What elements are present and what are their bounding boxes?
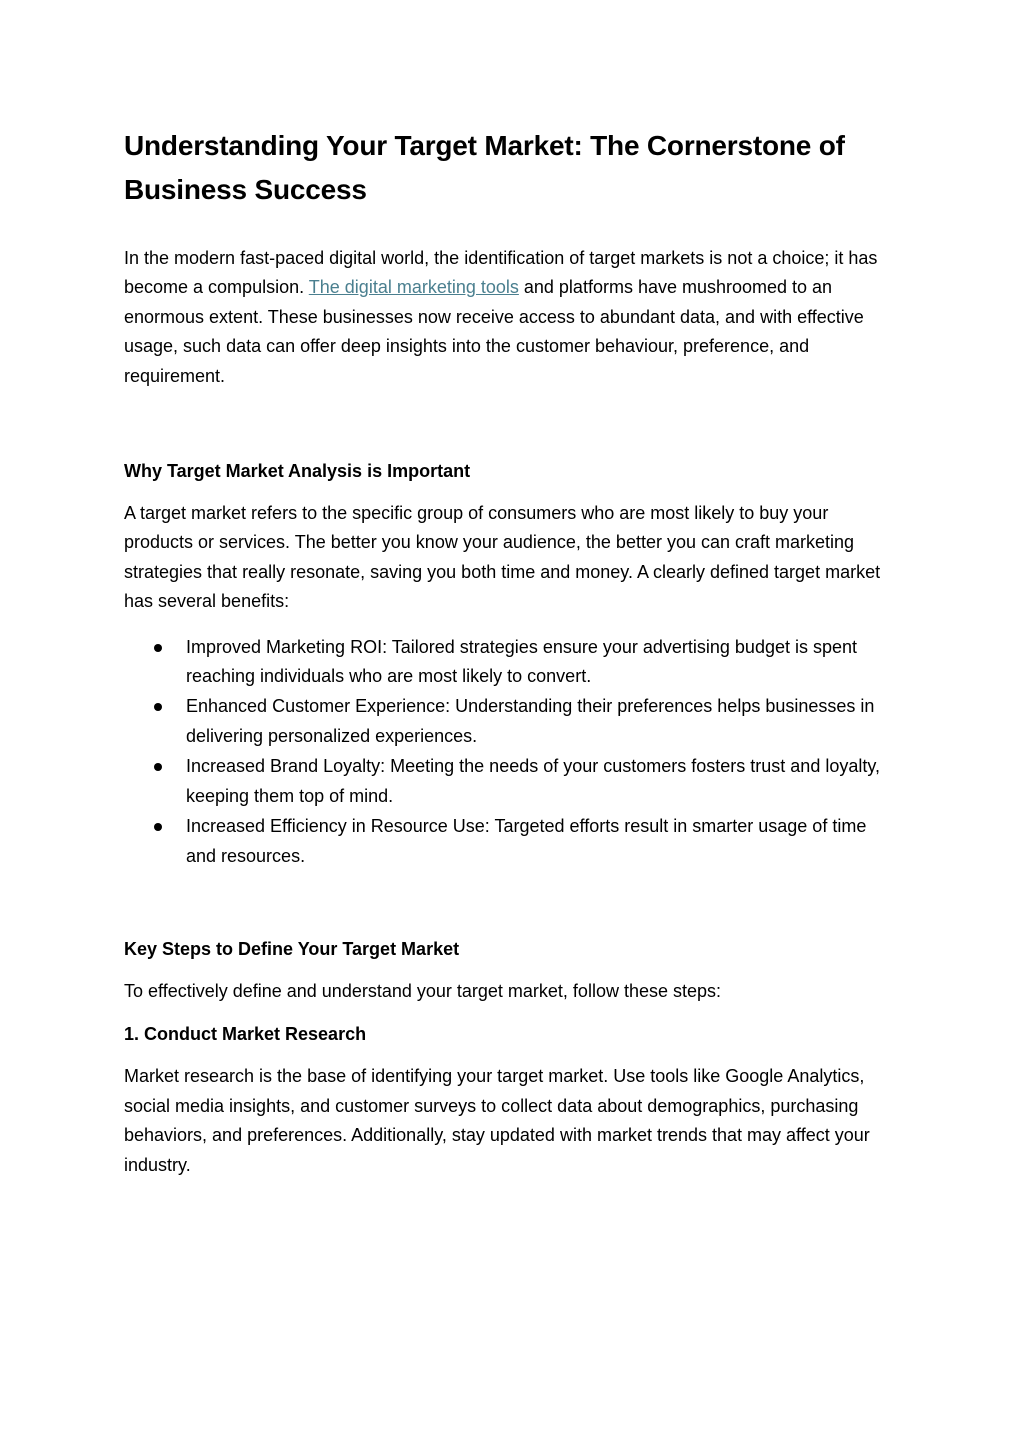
bullet-icon — [154, 703, 162, 711]
digital-marketing-tools-link[interactable]: The digital marketing tools — [308, 277, 519, 298]
step-1-heading: 1. Conduct Market Research — [124, 1024, 367, 1045]
steps-section-paragraph: To effectively define and understand your target market, follow these steps: — [124, 980, 722, 1001]
steps-section-heading: Key Steps to Define Your Target Market — [124, 938, 460, 959]
benefits-list — [124, 633, 899, 871]
page-title: Understanding Your Target Market: The Cornerstone of Business Success — [124, 130, 845, 205]
bullet-icon — [154, 763, 162, 771]
benefit-text: Enhanced Customer Experience: Understanding their preferences helps businesses in delivering personalized experiences. — [186, 696, 875, 746]
why-section-paragraph: A target market refers to the specific group of consumers who are most likely to buy your products or services. The better you know your audience, the better you can craft marketing strategies that really resonate, saving you both time and money. A clearly defined target market has several benefits: — [124, 503, 881, 612]
benefit-text: Increased Efficiency in Resource Use: Targeted efforts result in smarter usage of time and resources. — [186, 816, 867, 866]
bullet-icon — [154, 823, 162, 831]
list-item — [124, 752, 899, 811]
intro-text-start: In the modern fast-paced digital world, the identification of target markets is not a choice; it has become a compulsion. — [124, 248, 878, 298]
intro-paragraph — [124, 244, 899, 391]
list-item — [124, 633, 899, 692]
benefit-text: Increased Brand Loyalty: Meeting the needs of your customers fosters trust and loyalty, keeping them top of mind. — [186, 756, 881, 806]
list-item — [124, 812, 899, 871]
intro-text-end: and platforms have mushroomed to an enormous extent. These businesses now receive access to abundant data, and with effective usage, such data can offer deep insights into the customer behaviour, preference, and requirement. — [124, 277, 864, 386]
bullet-icon — [154, 644, 162, 652]
list-item — [124, 692, 899, 751]
benefit-text: Improved Marketing ROI: Tailored strategies ensure your advertising budget is spent reaching individuals who are most likely to convert. — [186, 636, 858, 687]
why-section-heading: Why Target Market Analysis is Important — [124, 461, 471, 482]
step-1-paragraph: Market research is the base of identifying your target market. Use tools like Google Analytics, social media insights, and customer surveys to collect data about demographics, purchasing behaviors, and preferences. Additionally, stay updated with market trends that may affect your industry. — [124, 1066, 870, 1175]
